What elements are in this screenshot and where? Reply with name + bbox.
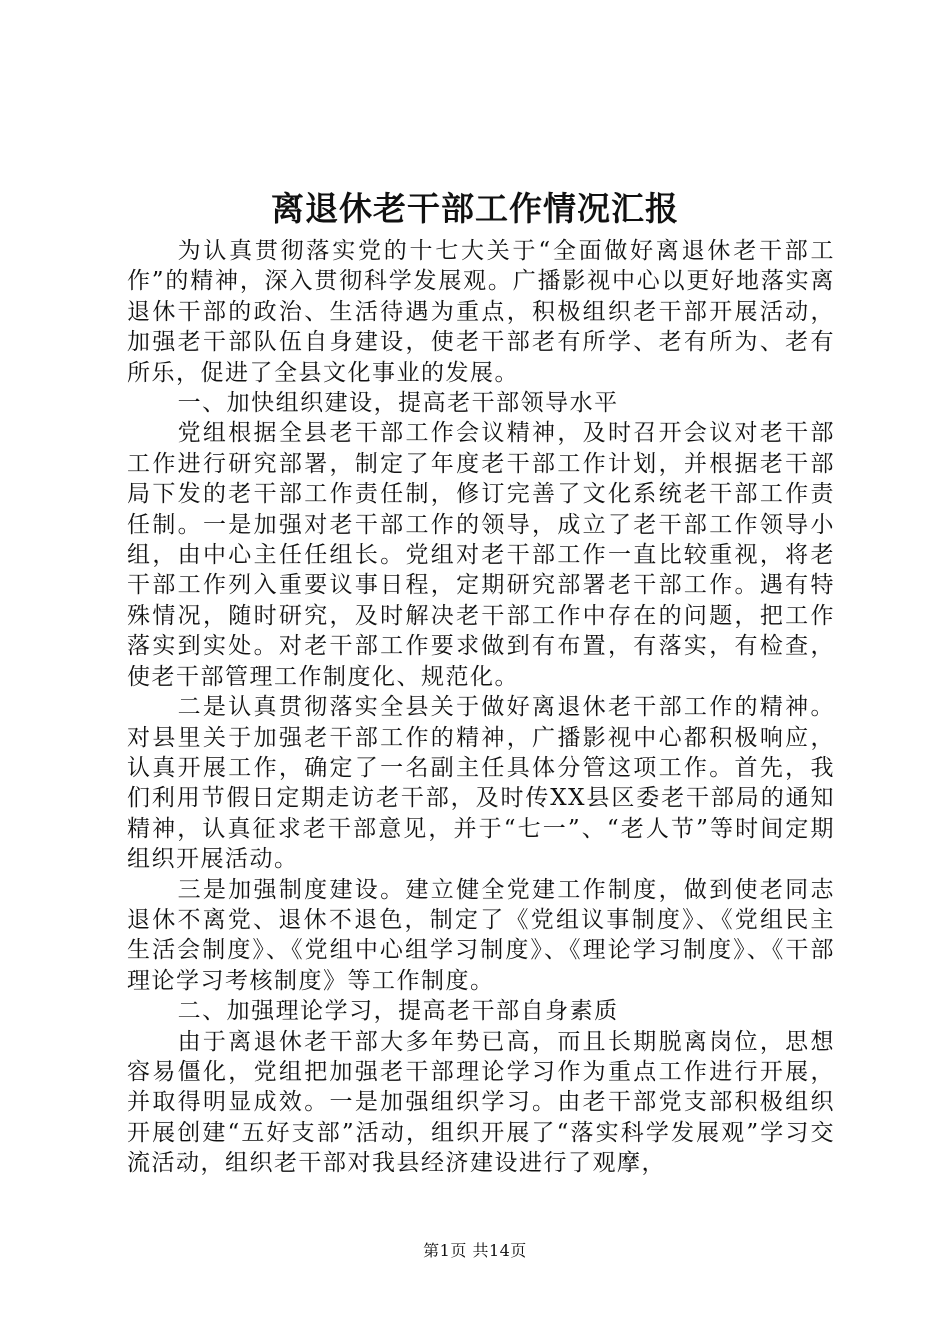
paragraph-section1-point2: 二是认真贯彻落实全县关于做好离退休老干部工作的精神。对县里关于加强老干部工作的精神，广播影视中心都积极响应，认真开展工作，确定了一名副主任具体分管这项工作。首先，我们利用节假日定期走访老干部，及时传XX县区委老干部局的通知精神，认真征求老干部意见，并于“七一”、“老人节”等时间定期组织开展活动。 [127,694,835,873]
section-heading-1: 一、加快组织建设，提高老干部领导水平 [177,390,619,417]
paragraph-section1-body: 党组根据全县老干部工作会议精神，及时召开会议对老干部工作进行研究部署，制定了年度老干部工作计划，并根据老干部局下发的老干部工作责任制，修订完善了文化系统老干部工作责任制。一是加强对老干部工作的领导，成立了老干部工作领导小组，由中心主任任组长。党组对老干部工作一直比较重视，将老干部工作列入重要议事日程，定期研究部署老干部工作。遇有特殊情况，随时研究，及时解决老干部工作中存在的问题，把工作落实到实处。对老干部工作要求做到有布置，有落实，有检查，使老干部管理工作制度化、规范化。 [127,420,835,690]
document-body [127,236,835,1179]
paragraph-section2-body: 由于离退休老干部大多年势已高，而且长期脱离岗位，思想容易僵化，党组把加强老干部理论学习作为重点工作进行开展，并取得明显成效。一是加强组织学习。由老干部党支部积极组织开展创建“五好支部”活动，组织开展了“落实科学发展观”学习交流活动，组织老干部对我县经济建设进行了观摩， [127,1028,835,1177]
section-heading-2: 二、加强理论学习，提高老干部自身素质 [177,998,619,1025]
document-title: 离退休老干部工作情况汇报 [271,189,679,228]
paragraph-section1-point3: 三是加强制度建设。建立健全党建工作制度，做到使老同志退休不离党、退休不退色，制定了《党组议事制度》、《党组民主生活会制度》、《党组中心组学习制度》、《理论学习制度》、《干部理论学习考核制度》等工作制度。 [127,876,835,994]
paragraph-intro: 为认真贯彻落实党的十七大关于“全面做好离退休老干部工作”的精神，深入贯彻科学发展观。广播影视中心以更好地落实离退休干部的政治、生活待遇为重点，积极组织老干部开展活动，加强老干部队伍自身建设，使老干部老有所学、老有所为、老有所乐，促进了全县文化事业的发展。 [127,238,835,386]
page-number-footer: 第1页 共14页 [423,1241,527,1260]
